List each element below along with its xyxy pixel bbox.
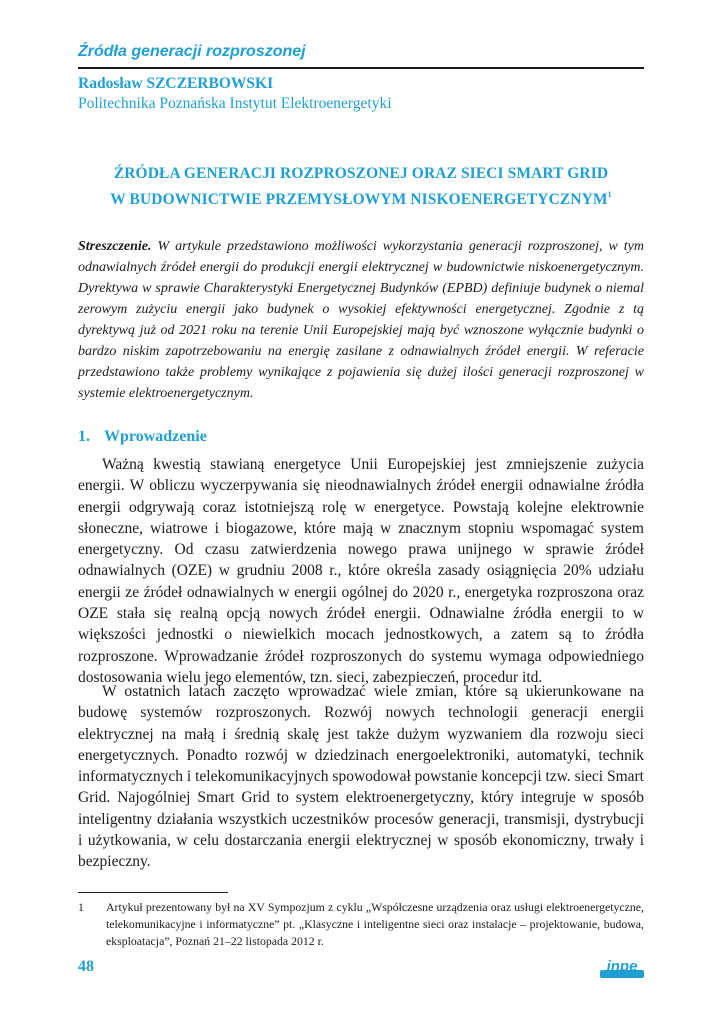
title-line-2-text: W BUDOWNICTWIE PRZEMYSŁOWYM NISKOENERGETYCZNYM xyxy=(110,191,608,208)
footnote-rule xyxy=(78,892,228,893)
footnote-number: 1 xyxy=(78,900,84,914)
section-title: Wprowadzenie xyxy=(104,428,207,445)
author-affiliation: Politechnika Poznańska Instytut Elektroenergetyki xyxy=(78,95,392,112)
header-rule xyxy=(78,67,644,69)
abstract xyxy=(78,236,644,404)
page-number: 48 xyxy=(78,958,94,975)
body-paragraph-2: W ostatnich latach zaczęto wprowadzać wiele zmian, które są ukierunkowane na budowę systemów rozproszonych. Rozwój nowych technologii generacji energii elektrycznej na małą i średnią skalę jest także dużym wyzwaniem dla rozwoju sieci energetycznych. Ponadto rozwój w dziedzinach energoelektroniki, automatyki, technik informatycznych i telekomunikacyjnych spowodował powstanie koncepcji tzw. sieci Smart Grid. Najogólniej Smart Grid to system elektroenergetyczny, który integruje w sposób inteligentny działania wszystkich uczestników procesów generacji, transmisji, dystrybucji i użytkowania, w celu dostarczania energii elektrycznej w sposób ekonomiczny, trwały i bezpieczny. xyxy=(78,683,644,871)
footnote-text: Artykuł prezentowany był na XV Sympozjum z cyklu „Współczesne urządzenia oraz usługi elektroenergetyczne, telekomunikacyjne i informatyczne” pt. „Klasyczne i inteligentne sieci oraz instalacje – projektowanie, budowa, eksploatacja”, Poznań 21–22 listopada 2012 r. xyxy=(106,900,644,948)
publisher-logo-text: inpe xyxy=(606,958,638,975)
abstract-text: W artykule przedstawiono możliwości wykorzystania generacji rozproszonej, w tym odnawialnych źródeł energii do produkcji energii elektrycznej w budownictwie niskoenergetycznym. Dyrektywa w sprawie Charakterystyki Energetycznej Budynków (EPBD) definiuje budynek o niemal zerowym zużyciu energii jako budynek o wysokiej efektywności energetycznej. Zgodnie z tą dyrektywą już od 2021 roku na terenie Unii Europejskiej mają być wznoszone wyłącznie budynki o bardzo niskim zapotrzebowaniu na energię zasilane z odnawialnych źródeł energii. W referacie przedstawiono także problemy wynikające z pojawienia się dużej ilości generacji rozproszonej w systemie elektroenergetycznym. xyxy=(78,239,644,401)
paper-title xyxy=(78,163,644,210)
running-head: Źródła generacji rozproszonej xyxy=(78,43,306,60)
section-number: 1. xyxy=(78,428,90,445)
publisher-logo-icon xyxy=(600,956,644,978)
title-line-2 xyxy=(78,184,644,210)
title-footnote-mark[interactable]: 1 xyxy=(607,190,612,199)
footnote xyxy=(78,899,644,950)
title-line-1: ŹRÓDŁA GENERACJI ROZPROSZONEJ ORAZ SIECI SMART GRID xyxy=(113,165,609,182)
author-name: Radosław SZCZERBOWSKI xyxy=(78,75,274,92)
body-paragraph-1: Ważną kwestią stawianą energetyce Unii Europejskiej jest zmniejszenie zużycia energii. W obliczu wyczerpywania się nieodnawialnych źródeł energii odnawialne źródła energii odgrywają coraz istotniejszą rolę w energetyce. Powstają kolejne elektrownie słoneczne, wiatrowe i biogazowe, które mają w znacznym stopniu wspomagać system energetyczny. Od czasu zatwierdzenia nowego prawa unijnego w sprawie źródeł odnawialnych (OZE) w grudniu 2008 r., które określa zasady osiągnięcia 20% udziału energii ze źródeł odnawialnych w energii ogólnej do 2020 r., energetyka rozproszona oraz OZE stała się realną opcją nowych źródeł energii. Odnawialne źródła energii to w większości jednostki o niewielkich mocach jednostkowych, a zatem są to źródła rozproszone. Wprowadzanie źródeł rozproszonych do systemu wymaga odpowiedniego dostosowania wielu jego elementów, tzn. sieci, zabezpieczeń, procedur itd. xyxy=(78,456,644,686)
abstract-lead: Streszczenie. xyxy=(78,239,152,254)
